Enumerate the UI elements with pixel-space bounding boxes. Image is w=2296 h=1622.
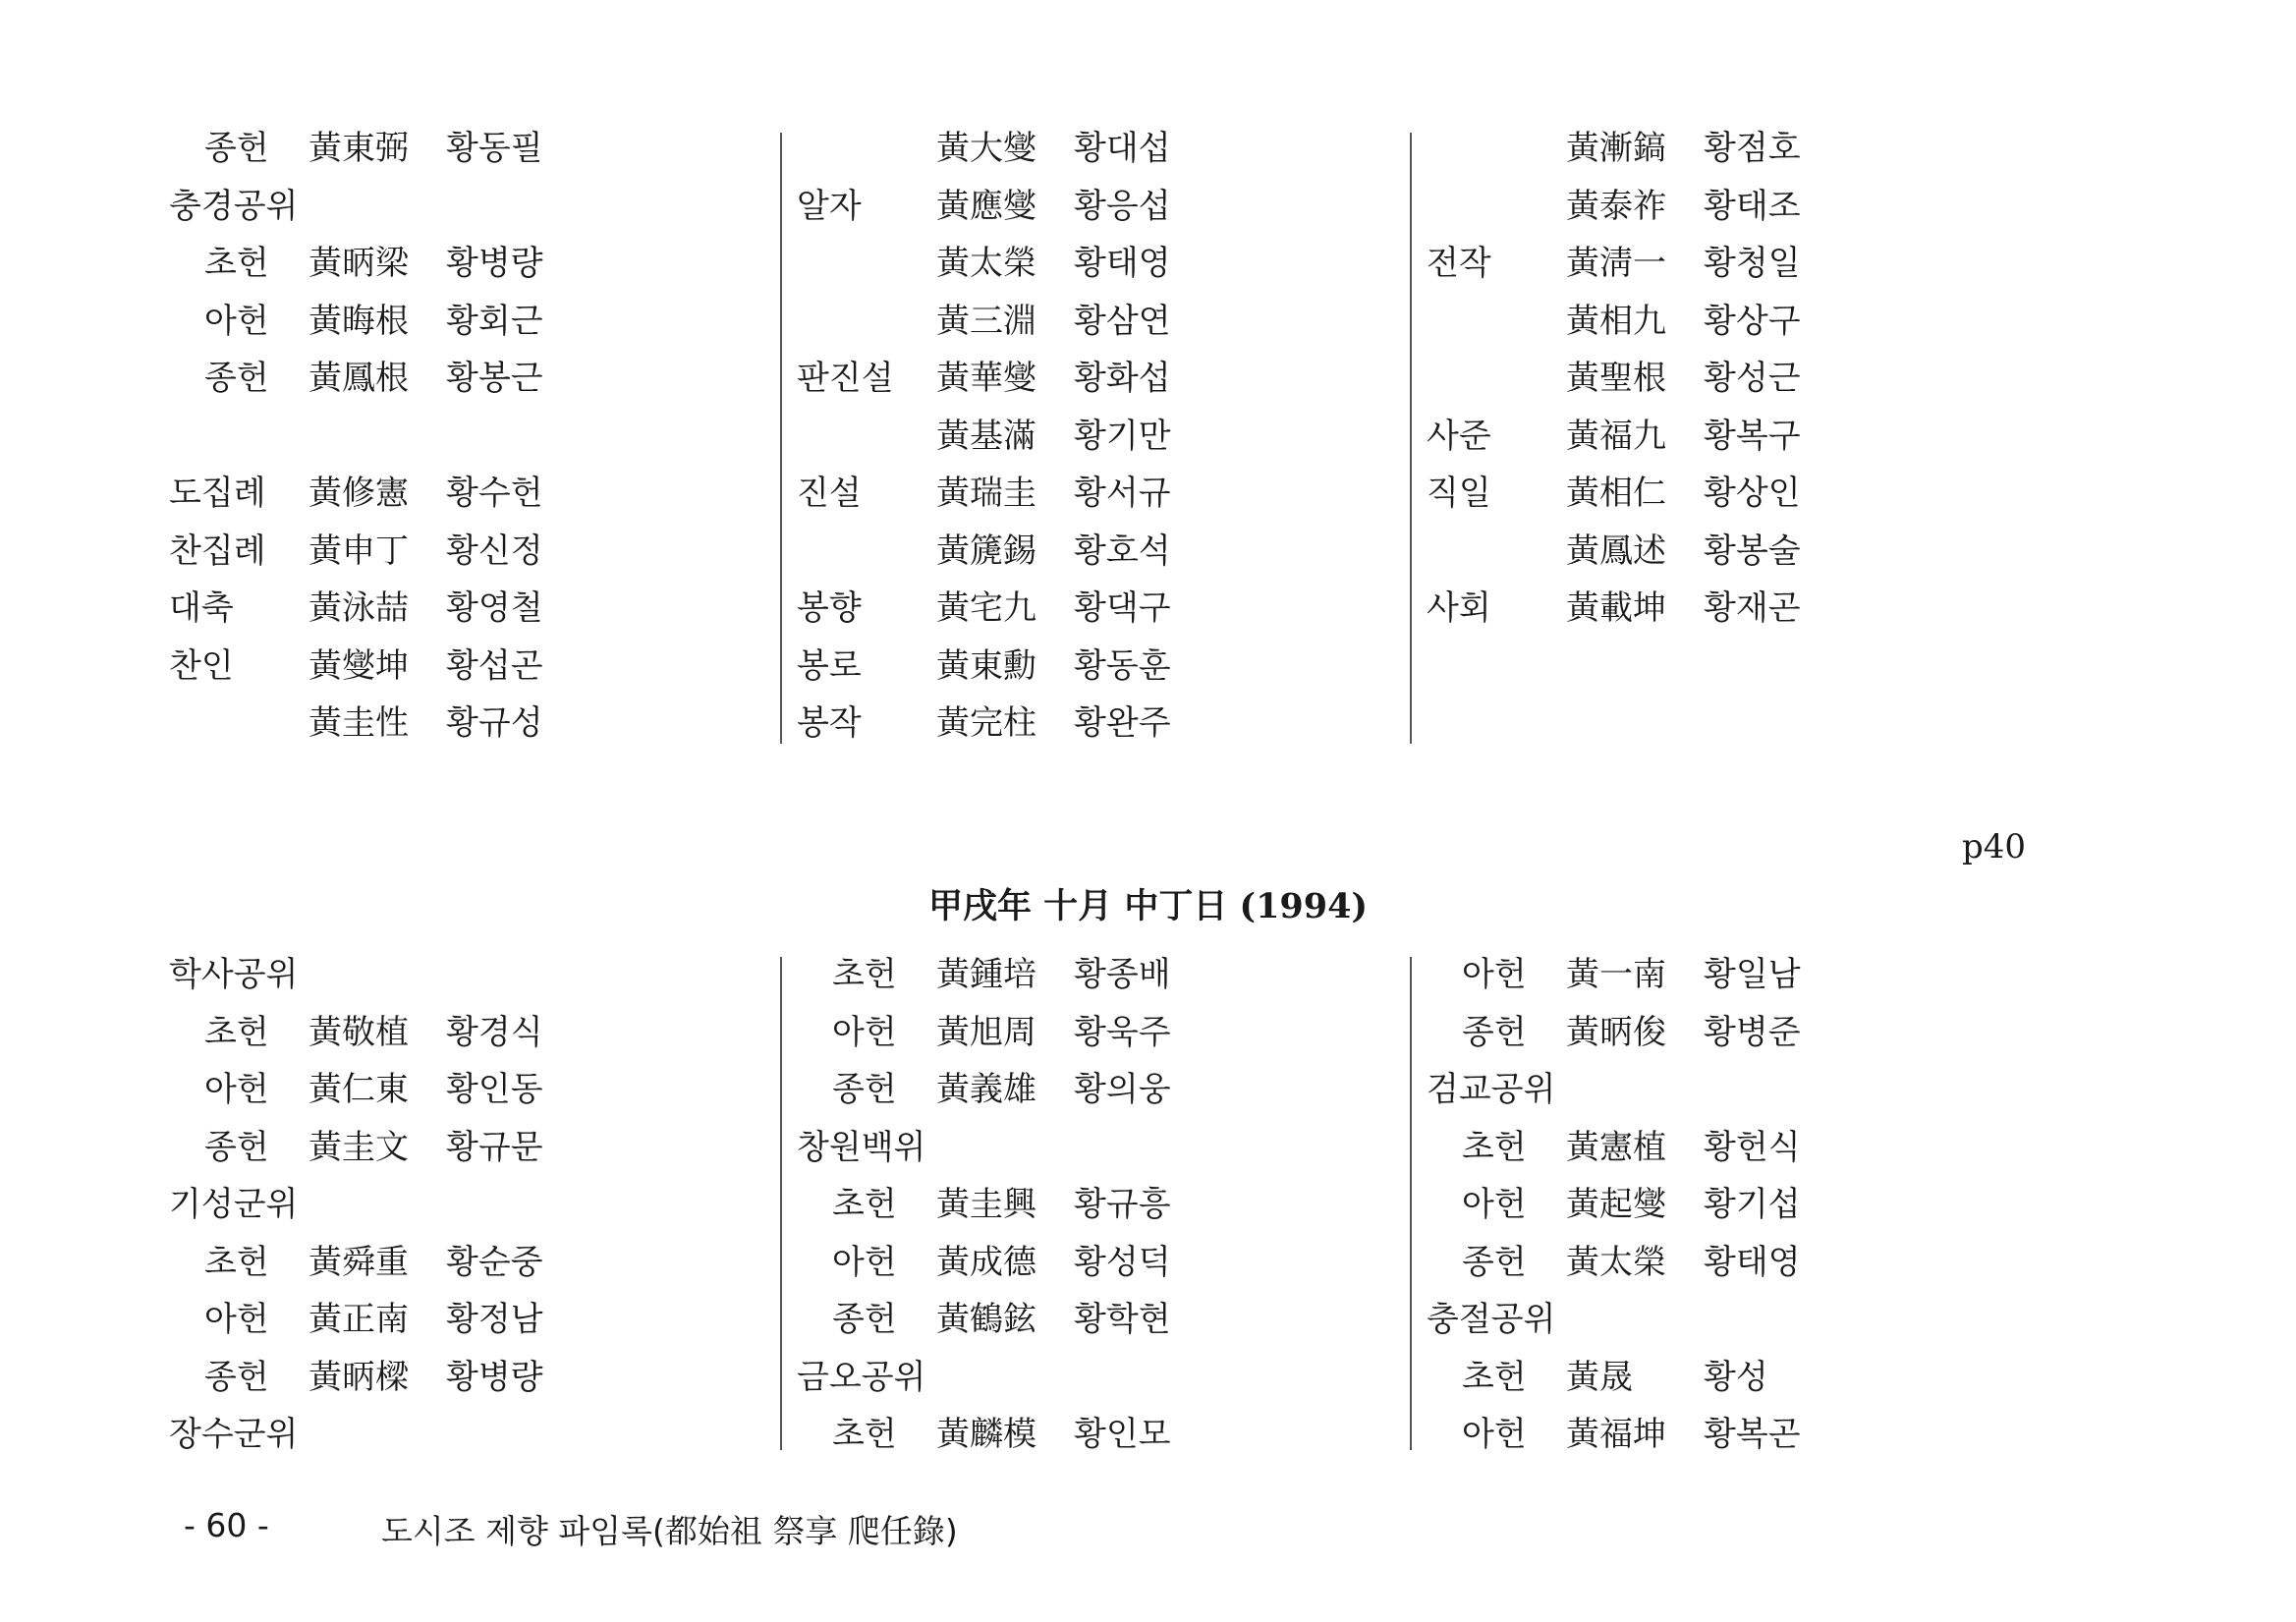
name-hangul: 황태영 [1704,1243,1801,1282]
name-hanja: 黃東勳 [936,646,1036,686]
name-hangul: 황인모 [1074,1415,1171,1454]
role-label: 창원백위 [797,1128,926,1167]
name-hangul: 황대섭 [1074,129,1171,168]
roster-row [797,120,1386,177]
name-hangul: 황기섭 [1704,1185,1801,1224]
roster-row [797,408,1386,465]
name-hanja: 黃東弼 [308,129,409,168]
name-hanja: 黃應燮 [936,187,1036,226]
roster-row [169,580,758,637]
name-hangul: 황동필 [446,129,543,168]
name-hangul: 황병량 [446,244,543,283]
role-label: 충절공위 [1427,1300,1556,1339]
roster-row [169,350,758,407]
role-label: 검교공위 [1427,1070,1556,1109]
name-hanja: 黃仁東 [308,1070,409,1109]
rite-label: 종헌 [204,1128,269,1167]
roster-row [1427,408,2016,465]
name-hangul: 황헌식 [1704,1128,1801,1167]
roster-row [169,1176,758,1233]
name-hanja: 黃憲植 [1566,1128,1666,1167]
name-hanja: 黃華燮 [936,359,1036,398]
rite-label: 아헌 [204,1070,269,1109]
roster-row [797,235,1386,292]
name-hanja: 黃漸鎬 [1566,129,1666,168]
name-hanja: 黃一南 [1566,955,1666,994]
name-hangul: 황병준 [1704,1013,1801,1052]
rite-label: 아헌 [204,302,269,341]
name-hanja: 黃相仁 [1566,474,1666,513]
name-hangul: 황회근 [446,302,543,341]
rite-label: 아헌 [1462,955,1527,994]
name-hanja: 黃旭周 [936,1013,1036,1052]
top-section [0,120,2296,749]
name-hangul: 황성 [1704,1358,1768,1397]
roster-row [1427,293,2016,350]
name-hangul: 황욱주 [1074,1013,1171,1052]
roster-row [797,638,1386,695]
role-label: 찬인 [169,646,234,686]
rite-label: 아헌 [204,1300,269,1339]
roster-row [797,350,1386,407]
name-hanja: 黃鶴鉉 [936,1300,1036,1339]
role-label: 학사공위 [169,955,299,994]
name-hanja: 黃圭性 [308,703,409,743]
rite-label: 초헌 [204,1243,269,1282]
roster-row [169,120,758,177]
page-reference: p40 [1962,827,2027,867]
roster-row [1427,580,2016,637]
roster-row [169,946,758,1003]
roster-row [797,1291,1386,1348]
roster-row [797,465,1386,522]
name-hangul: 황규흥 [1074,1185,1171,1224]
rite-label: 아헌 [832,1013,897,1052]
name-hanja: 黃申丁 [308,531,409,571]
name-hangul: 황동훈 [1074,646,1171,686]
footer-page-number: - 60 - [184,1506,269,1544]
role-label: 기성군위 [169,1185,299,1224]
name-hangul: 황의웅 [1074,1070,1171,1109]
role-label: 봉향 [797,588,862,628]
name-hanja: 黃瑞圭 [936,474,1036,513]
rite-label: 종헌 [204,129,269,168]
name-hangul: 황태영 [1074,244,1171,283]
name-hanja: 黃晦根 [308,302,409,341]
name-hangul: 황댁구 [1074,588,1171,628]
name-hanja: 黃正南 [308,1300,409,1339]
roster-row [169,523,758,580]
name-hanja: 黃舜重 [308,1243,409,1282]
name-hangul: 황완주 [1074,703,1171,743]
name-hangul: 황정남 [446,1300,543,1339]
rite-label: 초헌 [1462,1128,1527,1167]
name-hangul: 황수헌 [446,474,543,513]
rite-label: 종헌 [832,1070,897,1109]
name-hanja: 黃義雄 [936,1070,1036,1109]
name-hangul: 황봉근 [446,359,543,398]
name-hangul: 황응섭 [1074,187,1171,226]
roster-row [169,638,758,695]
name-hanja: 黃福坤 [1566,1415,1666,1454]
name-hangul: 황영철 [446,588,543,628]
roster-row [797,1406,1386,1463]
roster-row [169,1291,758,1348]
name-hanja: 黃淸一 [1566,244,1666,283]
name-hangul: 황섭곤 [446,646,543,686]
roster-row [1427,465,2016,522]
name-hangul: 황호석 [1074,531,1171,571]
name-hangul: 황삼연 [1074,302,1171,341]
roster-row [1427,946,2016,1003]
roster-row [1427,1291,2016,1348]
roster-row [797,293,1386,350]
name-hanja: 黃太榮 [1566,1243,1666,1282]
name-hanja: 黃完柱 [936,703,1036,743]
name-hanja: 黃燮坤 [308,646,409,686]
role-label: 알자 [797,187,862,226]
rite-label: 종헌 [832,1300,897,1339]
role-label: 장수군위 [169,1415,299,1454]
role-label: 도집례 [169,474,266,513]
roster-row [169,1004,758,1061]
roster-row [797,1061,1386,1118]
name-hangul: 황상인 [1704,474,1801,513]
name-hanja: 黃大燮 [936,129,1036,168]
role-label: 대축 [169,588,234,628]
role-label: 봉로 [797,646,862,686]
name-hanja: 黃載坤 [1566,588,1666,628]
rite-label: 아헌 [1462,1185,1527,1224]
roster-row [169,695,758,752]
roster-row [169,178,758,235]
rite-label: 아헌 [1462,1415,1527,1454]
name-hangul: 황순중 [446,1243,543,1282]
roster-row [797,1004,1386,1061]
rite-label: 초헌 [832,1415,897,1454]
rite-label: 아헌 [832,1243,897,1282]
rite-label: 종헌 [204,1358,269,1397]
name-hanja: 黃起燮 [1566,1185,1666,1224]
role-label: 판진설 [797,359,894,398]
name-hanja: 黃麟模 [936,1415,1036,1454]
role-label: 진설 [797,474,862,513]
name-hanja: 黃修憲 [308,474,409,513]
name-hanja: 黃圭興 [936,1185,1036,1224]
roster-row [169,1119,758,1176]
roster-row [1427,120,2016,177]
name-hangul: 황경식 [446,1013,543,1052]
name-hanja: 黃福九 [1566,417,1666,456]
roster-row [1427,1061,2016,1118]
roster-row [169,1061,758,1118]
footer-title: 도시조 제향 파임록(都始祖 祭享 爬任錄) [381,1512,958,1550]
name-hanja: 黃基滿 [936,417,1036,456]
roster-row [169,1406,758,1463]
name-hanja: 黃三淵 [936,302,1036,341]
ceremony-title: 甲戌年 十月 中丁日 (1994) [927,886,1369,926]
name-hangul: 황규성 [446,703,543,743]
rite-label: 초헌 [204,1013,269,1052]
roster-row [169,1234,758,1291]
role-label: 사회 [1427,588,1491,628]
roster-row [1427,235,2016,292]
name-hangul: 황일남 [1704,955,1801,994]
roster-row [1427,1119,2016,1176]
name-hanja: 黃泰祚 [1566,187,1666,226]
name-hanja: 黃圭文 [308,1128,409,1167]
roster-row [1427,1349,2016,1406]
name-hangul: 황성근 [1704,359,1801,398]
roster-row [797,1234,1386,1291]
role-label: 금오공위 [797,1358,926,1397]
name-hangul: 황인동 [446,1070,543,1109]
name-hangul: 황상구 [1704,302,1801,341]
roster-row [169,408,758,465]
name-hanja: 黃鳳述 [1566,531,1666,571]
roster-row [797,1349,1386,1406]
name-hangul: 황기만 [1074,417,1171,456]
roster-row [797,695,1386,752]
name-hangul: 황재곤 [1704,588,1801,628]
role-label: 사준 [1427,417,1491,456]
name-hangul: 황학현 [1074,1300,1171,1339]
name-hangul: 황복구 [1704,417,1801,456]
name-hangul: 황봉술 [1704,531,1801,571]
rite-label: 종헌 [1462,1243,1527,1282]
column-divider [780,133,782,744]
name-hangul: 황화섭 [1074,359,1171,398]
name-hanja: 黃昞樑 [308,1358,409,1397]
roster-row [1427,1004,2016,1061]
rite-label: 종헌 [1462,1013,1527,1052]
column-divider [1410,957,1412,1450]
role-label: 찬집례 [169,531,266,571]
name-hanja: 黃昞俊 [1566,1013,1666,1052]
name-hangul: 황청일 [1704,244,1801,283]
roster-row [1427,1176,2016,1233]
name-hangul: 황점호 [1704,129,1801,168]
bottom-section [0,946,2296,1536]
roster-row [797,580,1386,637]
roster-row [797,1176,1386,1233]
roster-row [169,235,758,292]
name-hanja: 黃晟 [1566,1358,1633,1397]
name-hanja: 黃太榮 [936,244,1036,283]
rite-label: 초헌 [832,955,897,994]
name-hangul: 황서규 [1074,474,1171,513]
roster-row [1427,523,2016,580]
roster-row [1427,178,2016,235]
role-label: 직일 [1427,474,1491,513]
name-hangul: 황종배 [1074,955,1171,994]
name-hanja: 黃敬植 [308,1013,409,1052]
role-label: 전작 [1427,244,1491,283]
roster-row [1427,1406,2016,1463]
column-divider [780,957,782,1450]
roster-row [1427,350,2016,407]
rite-label: 종헌 [204,359,269,398]
roster-row [169,465,758,522]
name-hanja: 黃昞梁 [308,244,409,283]
rite-label: 초헌 [1462,1358,1527,1397]
name-hanja: 黃宅九 [936,588,1036,628]
roster-row [797,523,1386,580]
name-hanja: 黃聖根 [1566,359,1666,398]
name-hangul: 황복곤 [1704,1415,1801,1454]
roster-row [169,293,758,350]
name-hanja: 黃鍾培 [936,955,1036,994]
roster-row [1427,1234,2016,1291]
column-divider [1410,133,1412,744]
name-hangul: 황규문 [446,1128,543,1167]
roster-row [797,946,1386,1003]
name-hangul: 황태조 [1704,187,1801,226]
roster-row [797,1119,1386,1176]
name-hangul: 황성덕 [1074,1243,1171,1282]
role-label: 충경공위 [169,187,299,226]
role-label: 봉작 [797,703,862,743]
name-hangul: 황병량 [446,1358,543,1397]
name-hangul: 황신정 [446,531,543,571]
roster-row [169,1349,758,1406]
name-hanja: 黃篪錫 [936,531,1036,571]
rite-label: 초헌 [204,244,269,283]
name-hanja: 黃成德 [936,1243,1036,1282]
rite-label: 초헌 [832,1185,897,1224]
name-hanja: 黃泳喆 [308,588,409,628]
name-hanja: 黃相九 [1566,302,1666,341]
name-hanja: 黃鳳根 [308,359,409,398]
roster-row [797,178,1386,235]
